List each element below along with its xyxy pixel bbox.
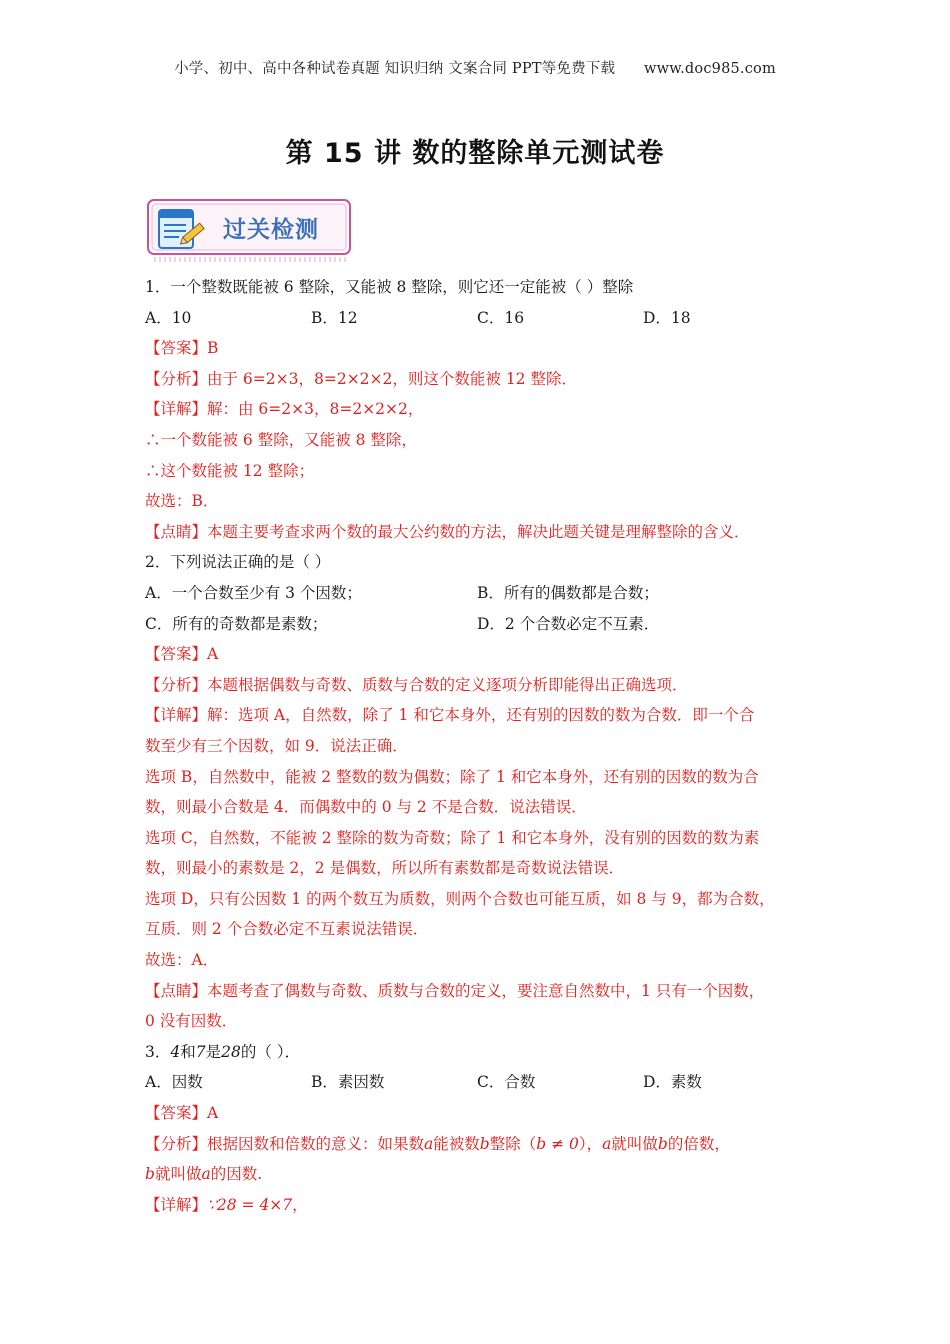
q3-var-b-3: b (145, 1165, 155, 1184)
q2-choose: 故选：A． (145, 951, 219, 970)
q2-option-b: B．所有的偶数都是合数； (477, 583, 659, 602)
q3-var-a-2: a (602, 1134, 612, 1153)
q3-math-7: 7 (195, 1042, 206, 1061)
q1-step-1: ∴一个数能被 6 整除，又能被 8 整除， (145, 430, 417, 449)
q3-detail-math: ∵28 = 4×7 (207, 1195, 293, 1214)
header-url[interactable]: www.doc985.com (643, 61, 776, 77)
q3-analysis-line-1 (145, 1129, 810, 1160)
q2-option-c-line-2: 数，则最小的素数是 2，2 是偶数，所以所有素数都是奇数说法错误． (145, 859, 625, 878)
q2-answer: 【答案】A (145, 645, 219, 664)
q2-stem: 2．下列说法正确的是（ ） (145, 553, 331, 572)
q3-analysis-l2-end: 的因数. (210, 1165, 263, 1184)
q3-var-a-3: a (201, 1165, 211, 1184)
q2-comment-line-2: 0 没有因数． (145, 1012, 238, 1031)
section-banner (145, 198, 355, 264)
q3-option-d: D．素数 (643, 1073, 702, 1092)
q3-detail (145, 1190, 810, 1221)
q2-option-d-line-2: 互质．则 2 个合数必定不互素说法错误． (145, 920, 429, 939)
q3-option-b: B．素因数 (311, 1073, 385, 1092)
q2-options-row-1 (145, 578, 810, 609)
q2-option-a: A．一个合数至少有 3 个因数； (145, 583, 362, 602)
q2-option-c: C．所有的奇数都是素数； (145, 614, 328, 633)
q3-stem (145, 1037, 810, 1068)
q2-option-d-line-1: 选项 D，只有公因数 1 的两个数互为质数，则两个合数也可能互质，如 8 与 9，都为合数， (145, 889, 775, 908)
q3-analysis-mid-1: 能被数 (433, 1134, 480, 1153)
q3-option-a: A．因数 (145, 1073, 203, 1092)
q1-analysis: 【分析】由于 6=2×3，8=2×2×2，则这个数能被 12 整除． (145, 369, 577, 388)
q2-comment-line-1: 【点睛】本题考查了偶数与奇数、质数与合数的定义，要注意自然数中，1 只有一个因数， (145, 981, 765, 1000)
q3-number: 3． (145, 1042, 171, 1061)
q1-option-c: C．16 (477, 308, 525, 327)
q3-var-b-2: b (657, 1134, 668, 1153)
q2-detail-line-1: 【详解】解：选项 A，自然数，除了 1 和它本身外，还有别的因数的数为合数．即一个合 (145, 706, 755, 725)
q3-analysis-mid-3: ）， (578, 1134, 603, 1153)
q3-analysis-l2-mid: 就叫做 (154, 1165, 202, 1184)
q1-comment: 【点睛】本题主要考查求两个数的最大公约数的方法，解决此题关键是理解整除的含义． (145, 522, 750, 541)
q1-step-2: ∴这个数能被 12 整除； (145, 461, 315, 480)
q3-analysis-mid-5: 的倍数， (667, 1134, 730, 1153)
q2-option-d: D．2 个合数必定不互素． (477, 614, 660, 633)
q3-var-a: a (424, 1134, 434, 1153)
question-content (145, 272, 810, 1220)
q3-condition: b ≠ 0 (536, 1134, 579, 1153)
q1-option-b: B．12 (311, 308, 358, 327)
q3-analysis-prefix: 【分析】根据因数和倍数的意义：如果数 (145, 1134, 425, 1153)
q3-math-28: 28 (221, 1042, 241, 1061)
q3-answer: 【答案】A (145, 1104, 219, 1123)
q1-detail: 【详解】解：由 6=2×3，8=2×2×2， (145, 400, 424, 419)
page-header (0, 57, 950, 78)
q3-analysis-mid-2: 整除（ (489, 1134, 537, 1153)
q3-is: 是 (205, 1042, 222, 1061)
q3-detail-end: ， (292, 1195, 308, 1214)
q1-answer: 【答案】B (145, 339, 219, 358)
q1-options (145, 303, 810, 334)
q2-option-b-line-2: 数，则最小合数是 4．而偶数中的 0 与 2 不是合数．说法错误． (145, 798, 587, 817)
q1-stem: 1．一个整数既能被 6 整除，又能被 8 整除，则它还一定能被（ ）整除 (145, 278, 634, 296)
q3-option-c: C．合数 (477, 1073, 536, 1092)
q2-option-b-line-1: 选项 B，自然数中，能被 2 整数的数为偶数；除了 1 和它本身外，还有别的因数的数为合 (145, 767, 759, 786)
q3-var-b: b (479, 1134, 490, 1153)
q3-analysis-line-2 (145, 1159, 810, 1190)
q3-tail: 的（ ）． (240, 1042, 301, 1061)
q2-options-row-2 (145, 609, 810, 640)
q1-option-d: D．18 (643, 308, 691, 327)
q2-detail-line-2: 数至少有三个因数，如 9．说法正确． (145, 736, 408, 755)
q2-analysis: 【分析】本题根据偶数与奇数、质数与合数的定义逐项分析即能得出正确选项． (145, 675, 688, 694)
header-text: 小学、初中、高中各种试卷真题 知识归纳 文案合同 PPT等免费下载 (174, 61, 616, 77)
banner-label: 过关检测 (223, 217, 319, 243)
q3-analysis-mid-4: 就叫做 (611, 1134, 658, 1153)
q1-choose: 故选：B． (145, 492, 219, 511)
q3-options (145, 1067, 810, 1098)
q3-math-4: 4 (170, 1042, 181, 1061)
q2-option-c-line-1: 选项 C，自然数，不能被 2 整除的数为奇数；除了 1 和它本身外，没有别的因数的数为素 (145, 828, 760, 847)
q3-detail-prefix: 【详解】 (145, 1195, 208, 1214)
q1-option-a: A．10 (145, 308, 192, 327)
page-title: 第 15 讲 数的整除单元测试卷 (285, 138, 665, 169)
banner-frame (145, 198, 355, 264)
q3-and: 和 (180, 1042, 196, 1061)
